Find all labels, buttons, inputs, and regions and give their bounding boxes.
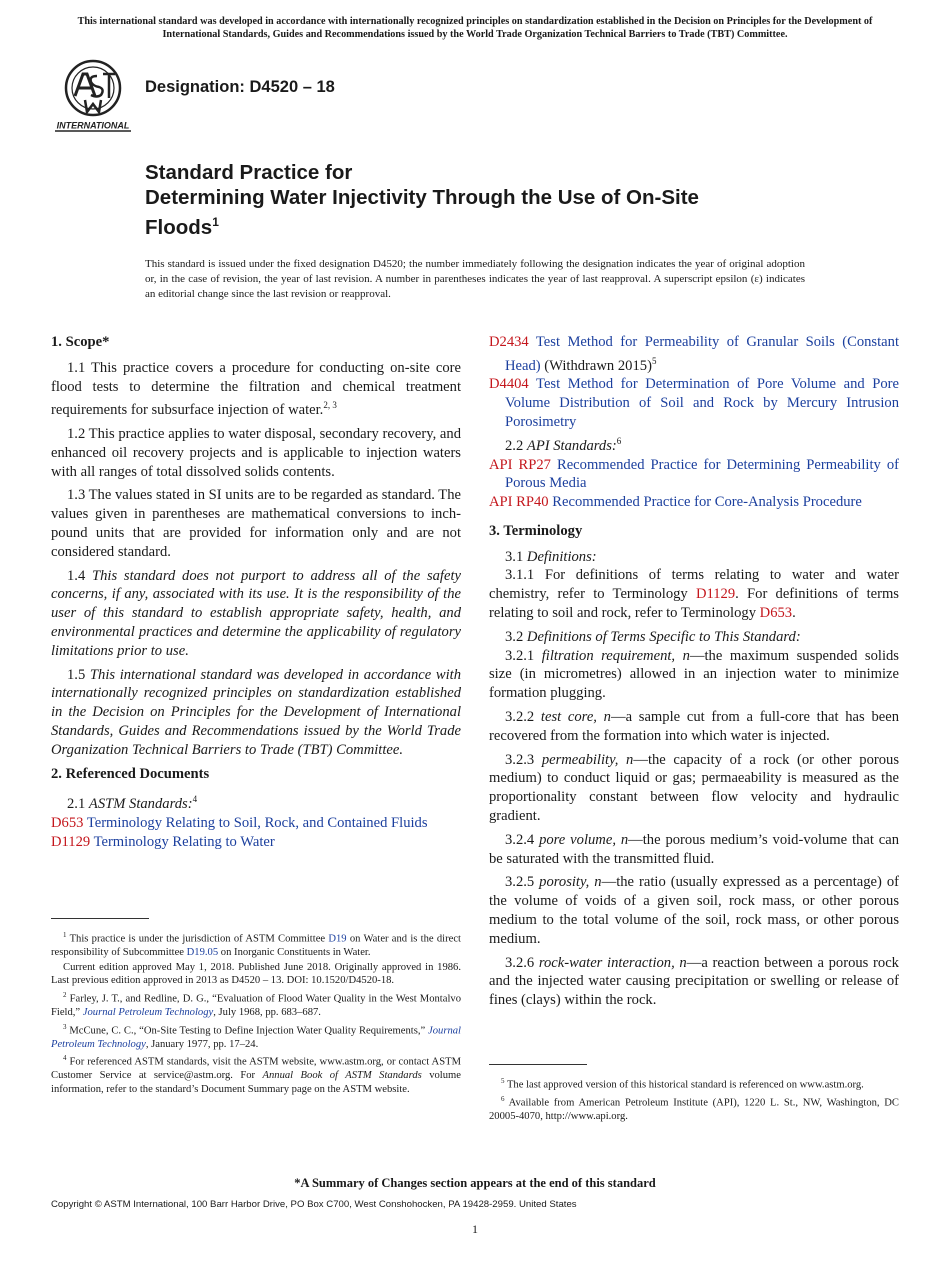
title-line-2: Determining Water Injectivity Through the Use of On-Site	[145, 186, 699, 209]
definition: 3.2.5 porosity, n—the ratio (usually expressed as a percentage) of the volume of voids of a given soil, rock mass, or other porous medium to the total volume of the soil, rock mass, or other porous medium.	[489, 874, 899, 947]
footnote-2: $^2$ Farley, J. T., and Redline, D. G., “Evaluation of Flood Water Quality in the West Montalvo Field,” Journal Petroleum Technology, July 1968, pp. 683–687.	[51, 990, 461, 1019]
api-standards-label: 2.2 API Standards:$^6$	[505, 435, 622, 454]
document-title	[145, 160, 845, 240]
footnote-rule-right	[489, 1064, 587, 1065]
footnote-4: $^4$ For referenced ASTM standards, visit the ASTM website, www.astm.org, or contact ASTM Customer Service at service@astm.org. For Annual Book of ASTM Standards volume information, refer to the standard’s Document Summary page on the ASTM website.	[51, 1054, 461, 1096]
footnote-5: $^5$ The last approved version of this historical standard is referenced on www.astm.org.	[501, 1077, 864, 1091]
title-footnote-mark[interactable]: 1	[212, 215, 219, 229]
scope-1-5: 1.5 This international standard was developed in accordance with internationally recognized principles on standardization established in the Decision on Principles for the Development of International Standards, Guides and Recommendations issued by the World Trade Organization Technical Barriers to Trade (TBT) Committee.	[51, 666, 462, 758]
definition: 3.2.3 permeability, n—the capacity of a rock (or other porous medium) to conduct liquid or gas; permaeability is measured as the proportionality constant between flow velocity and hydraulic gradient.	[489, 751, 899, 825]
footnote-1: $^1$ This practice is under the jurisdiction of ASTM Committee D19 on Water and is the direct responsibility of Subcommittee D19.05 on Inorganic Constituents in Water.	[51, 931, 461, 959]
footnote-rule-left	[51, 918, 149, 919]
astm-logo	[53, 58, 133, 132]
designation: Designation: D4520 – 18	[145, 78, 335, 96]
copyright: Copyright © ASTM International, 100 Barr Harbor Drive, PO Box C700, West Conshohocken, PA 19428-2959. United States	[51, 1199, 577, 1210]
astm-standards-label: 2.1 ASTM Standards:$^4$	[67, 794, 198, 813]
definition: 3.2.6 rock-water interaction, n—a reaction between a porous rock and the injected water causing precipitation or swelling or release of fines (clays) within the rock.	[489, 954, 899, 1009]
scope-1-4: 1.4 This standard does not purport to address all of the safety concerns, if any, associated with its use. It is the responsibility of the user of this standard to establish appropriate safety, health, and environmental practices and determine the applicability of regulatory limitations prior to use.	[51, 567, 461, 659]
definition: 3.2.1 filtration requirement, n—the maximum suspended solids size (in micrometres) allowed in an injection water to minimize formation plugging.	[489, 647, 899, 702]
left-column	[51, 333, 461, 852]
term-3-1-1: 3.1.1 For definitions of terms relating to water and water chemistry, refer to Terminology D1129. For definitions of terms relating to soil and rock, refer to Terminology D653.	[489, 567, 899, 622]
scope-1-2: 1.2 This practice applies to water disposal, secondary recovery, and enhanced oil recovery projects and is applicable to injection waters with all ranges of total dissolved solids contents.	[51, 426, 461, 480]
right-column	[489, 333, 899, 1015]
refdocs-heading: 2. Referenced Documents	[51, 765, 210, 782]
footnote-3: $^3$ McCune, C. C., “On-Site Testing to Define Injection Water Quality Requirements,” Journal Petroleum Technology, January 1977, pp. 17–24.	[51, 1022, 461, 1050]
terminology-heading: 3. Terminology	[489, 522, 583, 539]
summary-note: *A Summary of Changes section appears at the end of this standard	[294, 1176, 656, 1190]
scope-1-1: 1.1 This practice covers a procedure for conducting on-site core flood tests to determine the filtration and chemical treatment requirements for subsurface injection of water.$^{2, 3}$	[51, 359, 461, 419]
term-3-1: 3.1 Definitions:	[505, 548, 597, 565]
header-notice: This international standard was developed in accordance with internationally recognized principles on standardization established in the Decision on Principles for the Development of International Standards, Guides and Recommendations issued by the World Trade Organization Technical Barriers to Trade (TBT) Committee.	[77, 16, 873, 40]
ref-api-rp40[interactable]: API RP40 Recommended Practice for Core-Analysis Procedure	[489, 494, 862, 511]
ref-api-rp27[interactable]: API RP27 Recommended Practice for Determining Permeability of Porous Media	[489, 456, 899, 492]
issued-statement: This standard is issued under the fixed designation D4520; the number immediately following the designation indicates the year of original adoption or, in the case of revision, the year of last revision. A number in parentheses indicates the year of last reapproval. A superscript epsilon (ε) indicates an editorial change since the last revision or reapproval.	[145, 258, 805, 300]
ref-d4404[interactable]: D4404 Test Method for Determination of Pore Volume and Pore Volume Distribution of Soil and Rock by Mercury Intrusion Porosimetry	[489, 376, 899, 431]
title-line-1: Standard Practice for	[145, 161, 353, 184]
ref-d653[interactable]: D653 Terminology Relating to Soil, Rock, and Contained Fluids	[51, 815, 428, 832]
page-number: 1	[472, 1222, 478, 1236]
scope-1-3: 1.3 The values stated in SI units are to be regarded as standard. The values given in parentheses are mathematical conversions to inch-pound units that are provided for information only and are not considered standard.	[51, 487, 461, 560]
scope-heading: 1. Scope*	[51, 334, 110, 350]
footnote-edition: Current edition approved May 1, 2018. Published June 2018. Originally approved in 1986. Last previous edition approved in 2013 as D4520 – 13. DOI: 10.1520/D4520-18.	[51, 961, 461, 987]
ref-d2434[interactable]: D2434 Test Method for Permeability of Granular Soils (Constant Head) (Withdrawn 2015)$^5$	[489, 334, 899, 374]
definition: 3.2.4 pore volume, n—the porous medium’s void-volume that can be saturated with the transmitted fluid.	[489, 831, 900, 867]
footnotes-right	[489, 1075, 899, 1125]
footnote-6: $^6$ Available from American Petroleum Institute (API), 1220 L. St., NW, Washington, DC 20005-4070, http://www.api.org.	[489, 1095, 899, 1123]
term-3-2: 3.2 Definitions of Terms Specific to This Standard:	[505, 628, 801, 645]
logo-text: INTERNATIONAL	[56, 120, 130, 131]
footnotes-left	[51, 929, 461, 1098]
title-line-3: Floods$^1$	[145, 215, 219, 239]
ref-d1129[interactable]: D1129 Terminology Relating to Water	[51, 833, 275, 850]
definition: 3.2.2 test core, n—a sample cut from a full-core that has been recovered from the formation into which water is injected.	[489, 709, 899, 744]
